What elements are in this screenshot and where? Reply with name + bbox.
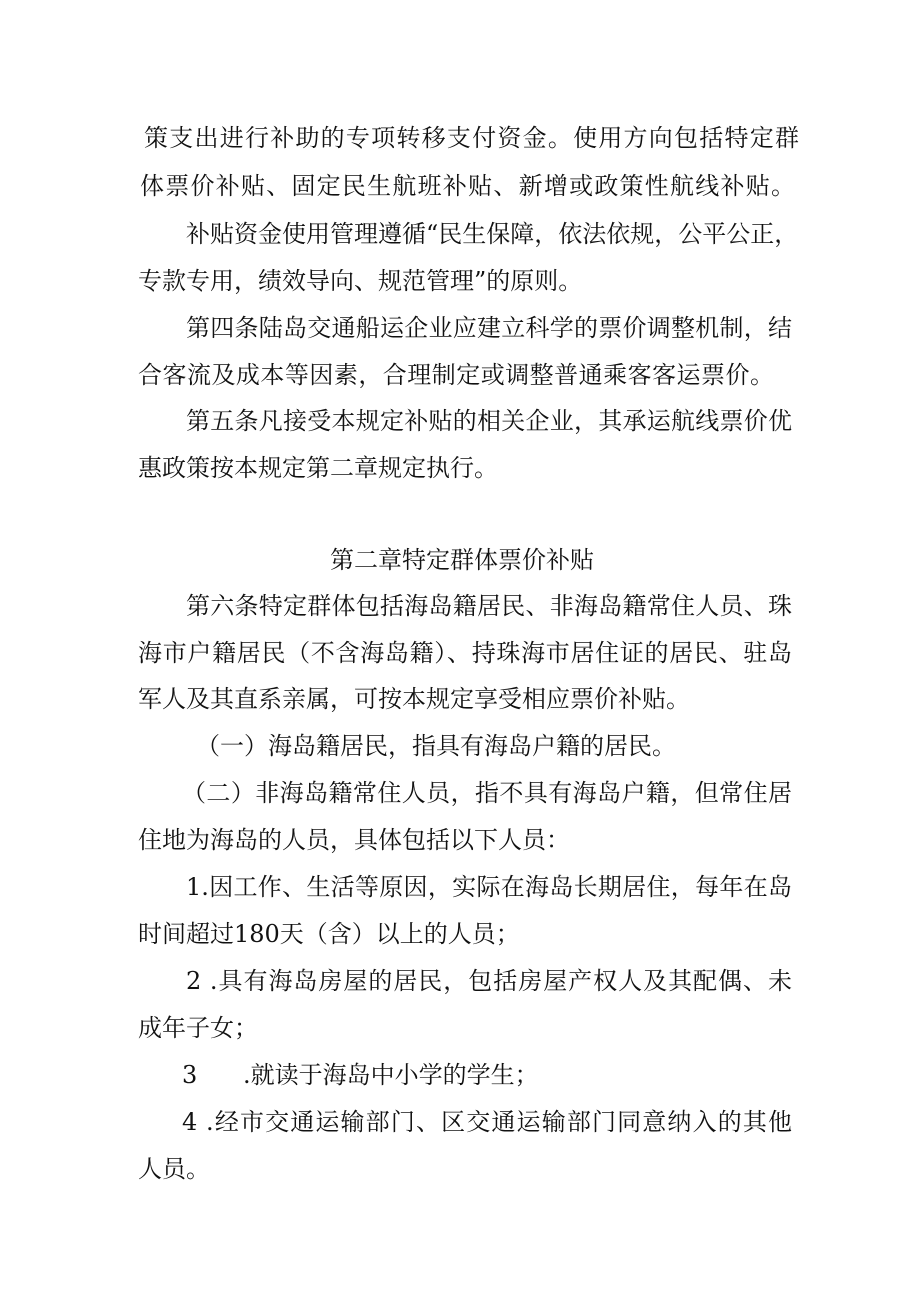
body-text-line: 体票价补贴、固定民生航班补贴、新增或政策性航线补贴。 xyxy=(140,172,795,200)
body-text-line: 军人及其直系亲属，可按本规定享受相应票价补贴。 xyxy=(138,685,690,713)
body-text-line: 合客流及成本等因素，合理制定或调整普通乘客客运票价。 xyxy=(138,361,774,389)
body-text-line: 惠政策按本规定第二章规定执行。 xyxy=(138,454,498,482)
body-text-line: 1.因工作、生活等原因，实际在海岛长期居住，每年在岛 xyxy=(186,873,792,901)
body-text-line: 补贴资金使用管理遵循“民生保障，依法依规，公平公正， xyxy=(186,220,799,248)
body-text-line: 第六条特定群体包括海岛籍居民、非海岛籍常住人员、珠 xyxy=(186,592,792,620)
body-text-line: 人员。 xyxy=(138,1155,210,1183)
body-text-line: 3 .就读于海岛中小学的学生； xyxy=(182,1061,539,1089)
body-text-line: （一）海岛籍居民，指具有海岛户籍的居民。 xyxy=(196,732,676,760)
body-text-line: 成年子女； xyxy=(138,1014,258,1042)
chapter-heading: 第二章特定群体票价补贴 xyxy=(330,546,594,574)
body-text-line: （二）非海岛籍常住人员，指不具有海岛户籍，但常住居 xyxy=(182,779,792,807)
body-text-line: 专款专用，绩效导向、规范管理”的原则。 xyxy=(138,267,583,295)
body-text-line: 第四条陆岛交通船运企业应建立科学的票价调整机制，结 xyxy=(186,314,792,342)
body-text-line: 住地为海岛的人员，具体包括以下人员： xyxy=(138,826,570,854)
body-text-line: 2 .具有海岛房屋的居民，包括房屋产权人及其配偶、未 xyxy=(186,967,792,995)
body-text-line: 时间超过180天（含）以上的人员； xyxy=(138,920,520,948)
body-text-line: 4 .经市交通运输部门、区交通运输部门同意纳入的其他 xyxy=(182,1108,792,1136)
body-text-line: 海市户籍居民（不含海岛籍）、持珠海市居住证的居民、驻岛 xyxy=(138,639,792,667)
body-text-line: 第五条凡接受本规定补贴的相关企业，其承运航线票价优 xyxy=(186,407,792,435)
body-text-line: 策支出进行补助的专项转移支付资金。使用方向包括特定群 xyxy=(144,124,799,152)
